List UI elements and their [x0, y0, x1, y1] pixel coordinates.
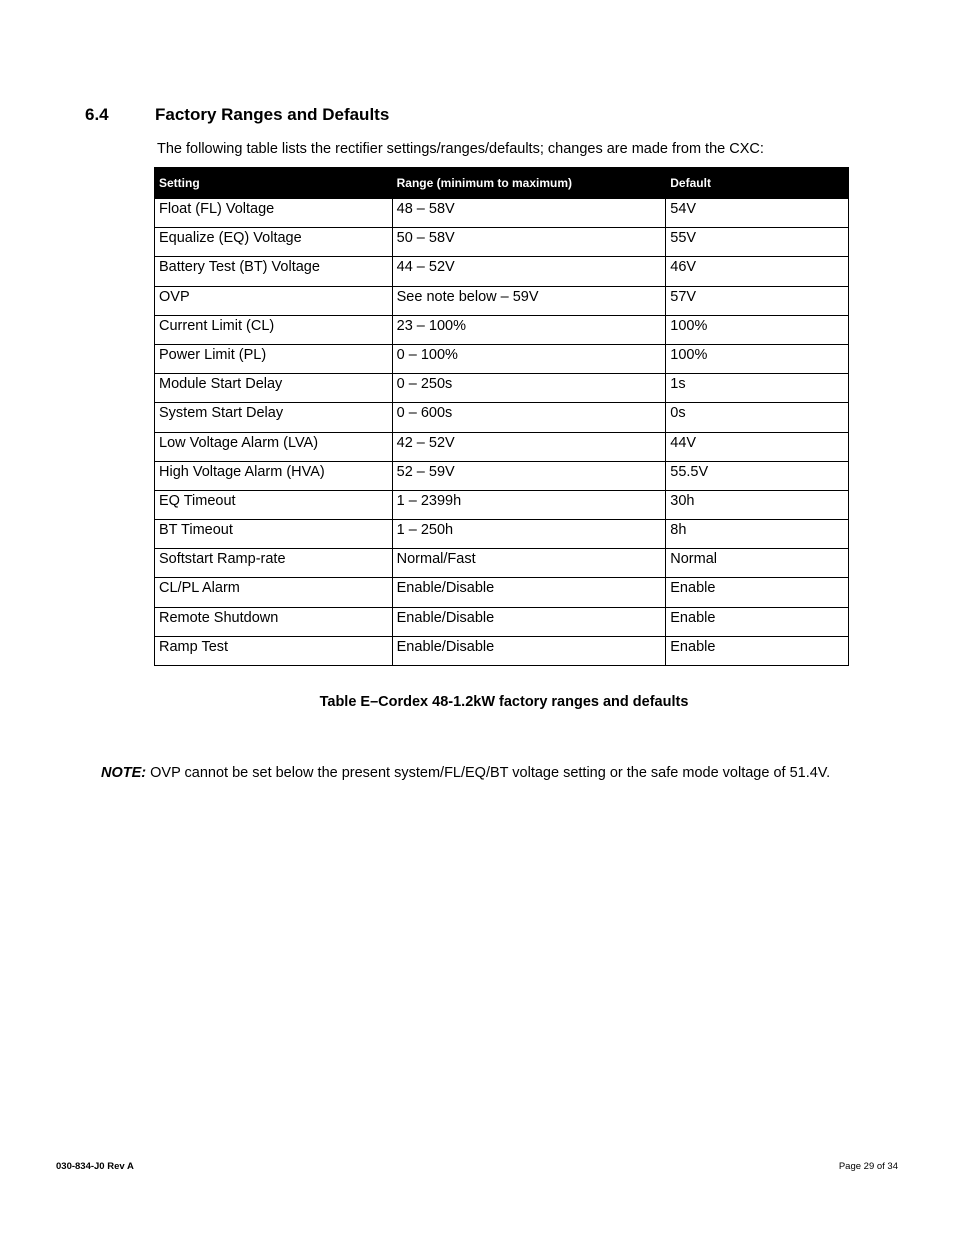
cell-setting: High Voltage Alarm (HVA)	[155, 461, 393, 490]
cell-range: 52 – 59V	[392, 461, 666, 490]
intro-paragraph: The following table lists the rectifier settings/ranges/defaults; changes are made from the CXC:	[157, 141, 764, 157]
cell-default: 55.5V	[666, 461, 849, 490]
table-row	[155, 636, 849, 665]
table-row	[155, 344, 849, 373]
cell-setting: Power Limit (PL)	[155, 344, 393, 373]
cell-setting: Battery Test (BT) Voltage	[155, 257, 393, 286]
table-row	[155, 374, 849, 403]
cell-default: 46V	[666, 257, 849, 286]
cell-default: 57V	[666, 286, 849, 315]
cell-range: 48 – 58V	[392, 199, 666, 228]
table-row	[155, 490, 849, 519]
cell-range: Enable/Disable	[392, 578, 666, 607]
table-row	[155, 578, 849, 607]
footer-doc-id: 030-834-J0 Rev A	[56, 1161, 134, 1172]
cell-range: 1 – 250h	[392, 520, 666, 549]
cell-default: 55V	[666, 228, 849, 257]
cell-range: 23 – 100%	[392, 315, 666, 344]
factory-ranges-table	[154, 167, 849, 666]
section-title: Factory Ranges and Defaults	[155, 105, 390, 124]
cell-setting: Softstart Ramp-rate	[155, 549, 393, 578]
cell-setting: Remote Shutdown	[155, 607, 393, 636]
cell-range: Enable/Disable	[392, 607, 666, 636]
header-default: Default	[666, 168, 849, 199]
cell-default: 100%	[666, 315, 849, 344]
cell-range: Normal/Fast	[392, 549, 666, 578]
cell-default: Enable	[666, 607, 849, 636]
cell-default: Enable	[666, 578, 849, 607]
table-row	[155, 549, 849, 578]
cell-range: 1 – 2399h	[392, 490, 666, 519]
table-caption: Table E–Cordex 48-1.2kW factory ranges and defaults	[319, 694, 689, 710]
header-range: Range (minimum to maximum)	[392, 168, 666, 199]
table-row	[155, 257, 849, 286]
table-row	[155, 403, 849, 432]
cell-default: 44V	[666, 432, 849, 461]
table-row	[155, 199, 849, 228]
cell-range: 50 – 58V	[392, 228, 666, 257]
cell-setting: Ramp Test	[155, 636, 393, 665]
cell-range: 44 – 52V	[392, 257, 666, 286]
cell-range: 0 – 250s	[392, 374, 666, 403]
note-paragraph	[101, 765, 830, 781]
cell-default: Normal	[666, 549, 849, 578]
section-heading	[85, 105, 389, 125]
cell-range: 0 – 600s	[392, 403, 666, 432]
cell-default: 54V	[666, 199, 849, 228]
table-row	[155, 286, 849, 315]
cell-default: 100%	[666, 344, 849, 373]
table-row	[155, 228, 849, 257]
cell-setting: Current Limit (CL)	[155, 315, 393, 344]
cell-setting: EQ Timeout	[155, 490, 393, 519]
table-header-row	[155, 168, 849, 199]
cell-default: 8h	[666, 520, 849, 549]
cell-setting: Float (FL) Voltage	[155, 199, 393, 228]
note-label: NOTE:	[101, 765, 147, 781]
table-row	[155, 315, 849, 344]
cell-range: Enable/Disable	[392, 636, 666, 665]
cell-default: 1s	[666, 374, 849, 403]
table-row	[155, 607, 849, 636]
cell-setting: CL/PL Alarm	[155, 578, 393, 607]
cell-setting: BT Timeout	[155, 520, 393, 549]
cell-setting: Low Voltage Alarm (LVA)	[155, 432, 393, 461]
cell-setting: Module Start Delay	[155, 374, 393, 403]
cell-setting: OVP	[155, 286, 393, 315]
cell-range: 42 – 52V	[392, 432, 666, 461]
cell-setting: System Start Delay	[155, 403, 393, 432]
cell-default: 30h	[666, 490, 849, 519]
cell-default: 0s	[666, 403, 849, 432]
note-text: OVP cannot be set below the present system/FL/EQ/BT voltage setting or the safe mode voltage of 51.4V.	[150, 765, 831, 781]
cell-setting: Equalize (EQ) Voltage	[155, 228, 393, 257]
footer-page-number: Page 29 of 34	[838, 1161, 898, 1172]
table-row	[155, 432, 849, 461]
section-number: 6.4	[85, 105, 109, 124]
cell-default: Enable	[666, 636, 849, 665]
header-setting: Setting	[155, 168, 393, 199]
table-row	[155, 520, 849, 549]
cell-range: See note below – 59V	[392, 286, 666, 315]
table-row	[155, 461, 849, 490]
cell-range: 0 – 100%	[392, 344, 666, 373]
